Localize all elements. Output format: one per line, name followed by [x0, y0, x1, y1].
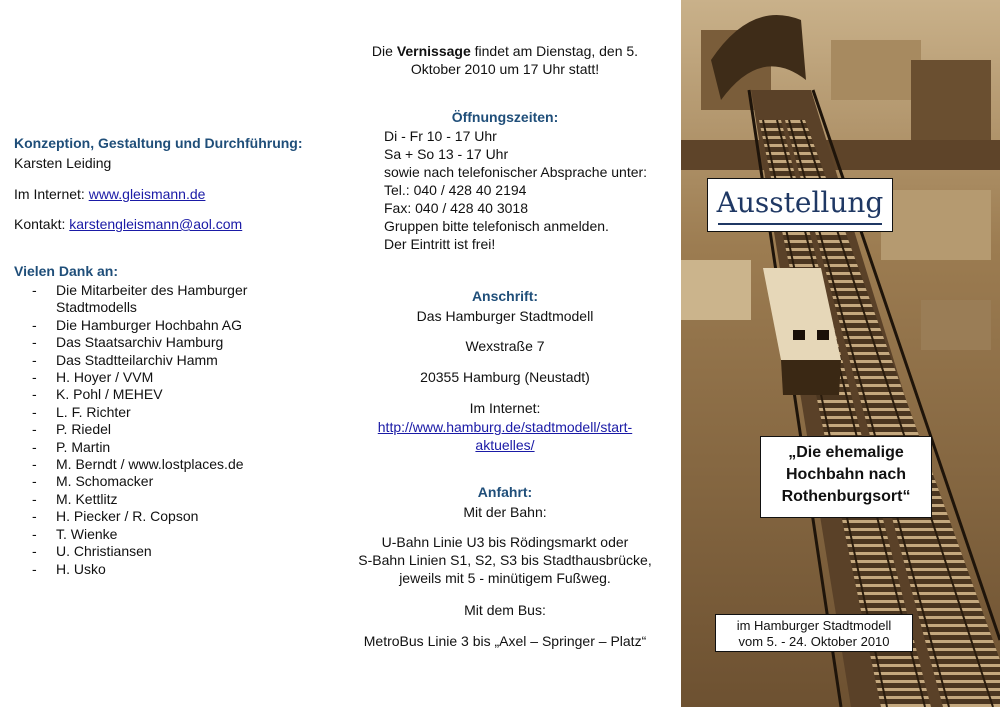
railway-photo-image [681, 0, 1000, 707]
address-internet-label: Im Internet: [469, 400, 541, 416]
thanks-list [32, 282, 332, 578]
exhibition-subtitle-box [760, 436, 932, 518]
subtitle-line: „Die ehemalige [788, 444, 904, 461]
list-item: - P. Martin [32, 438, 111, 455]
hours-line: Di - Fr 10 - 17 Uhr [384, 128, 497, 144]
exhibition-title: Ausstellung [716, 186, 884, 219]
exhibition-date-box [715, 614, 913, 652]
stadtmodell-link-line2[interactable]: aktuelles/ [475, 437, 535, 453]
train-label: Mit der Bahn: [463, 504, 547, 520]
opening-hours-heading: Öffnungszeiten: [451, 109, 559, 125]
fax-number: Fax: 040 / 428 40 3018 [384, 200, 528, 216]
stadtmodell-link-line1[interactable]: http://www.hamburg.de/stadtmodell/start- [377, 419, 633, 435]
website-link[interactable]: www.gleismann.de [88, 186, 206, 202]
address-heading: Anschrift: [471, 288, 539, 304]
travel-heading: Anfahrt: [477, 484, 533, 500]
list-item: - M. Berndt / www.lostplaces.de [32, 456, 244, 473]
internet-label: Im Internet: [14, 186, 89, 202]
list-item: - Die Hamburger Hochbahn AG [32, 316, 242, 333]
bus-directions: MetroBus Linie 3 bis „Axel – Springer – Platz“ [363, 633, 647, 649]
contact-label: Kontakt: [14, 216, 70, 232]
hours-line: sowie nach telefonischer Absprache unter: [384, 164, 648, 180]
date-line: vom 5. - 24. Oktober 2010 [738, 634, 890, 649]
vernissage-word: Vernissage [396, 43, 471, 59]
list-item: - T. Wienke [32, 525, 118, 542]
list-item: - Das Stadtteilarchiv Hamm [32, 351, 218, 368]
list-item: - Die Mitarbeiter des Hamburger Stadtmodells [32, 282, 248, 316]
list-item: - K. Pohl / MEHEV [32, 386, 163, 403]
list-item: - H. Usko [32, 560, 106, 577]
railway-photo [681, 0, 1000, 707]
address-name: Das Hamburger Stadtmodell [416, 308, 594, 324]
author-name: Karsten Leiding [14, 155, 112, 171]
subtitle-line: Hochbahn nach [785, 466, 906, 483]
subtitle-line: Rothenburgsort“ [781, 488, 911, 505]
exhibition-title-box [707, 178, 893, 232]
list-item: - P. Riedel [32, 421, 112, 438]
list-item: - H. Piecker / R. Copson [32, 508, 199, 525]
list-item: - U. Christiansen [32, 543, 152, 560]
train-directions: U-Bahn Linie U3 bis Rödingsmarkt oder S-Bahn Linien S1, S2, S3 bis Stadthausbrücke, jeweils mit 5 - minütigem Fußweg. [358, 534, 652, 586]
phone-number: Tel.: 040 / 428 40 2194 [384, 182, 527, 198]
email-link[interactable]: karstengleismann@aol.com [69, 216, 243, 232]
venue-line: im Hamburger Stadtmodell [736, 618, 892, 633]
title-underline [718, 223, 882, 225]
list-item: - Das Staatsarchiv Hamburg [32, 334, 224, 351]
konzeption-heading: Konzeption, Gestaltung und Durchführung: [14, 135, 303, 151]
opening-hours [384, 127, 674, 253]
internet-line [14, 185, 205, 203]
list-item: - L. F. Richter [32, 403, 131, 420]
list-item: - M. Schomacker [32, 473, 154, 490]
contact-line [14, 215, 242, 233]
thanks-heading: Vielen Dank an: [14, 263, 119, 279]
list-item: - H. Hoyer / VVM [32, 369, 154, 386]
hours-line: Sa + So 13 - 17 Uhr [384, 146, 509, 162]
hours-line: Der Eintritt ist frei! [384, 236, 496, 252]
stadtmodell-link[interactable] [340, 418, 670, 454]
hours-line: Gruppen bitte telefonisch anmelden. [384, 218, 609, 234]
address-city: 20355 Hamburg (Neustadt) [420, 369, 590, 385]
bus-label: Mit dem Bus: [464, 602, 546, 618]
address-street: Wexstraße 7 [465, 338, 545, 354]
vernissage-note: Die Vernissage findet am Dienstag, den 5. Oktober 2010 um 17 Uhr statt! [371, 43, 639, 77]
list-item: - M. Kettlitz [32, 490, 118, 507]
